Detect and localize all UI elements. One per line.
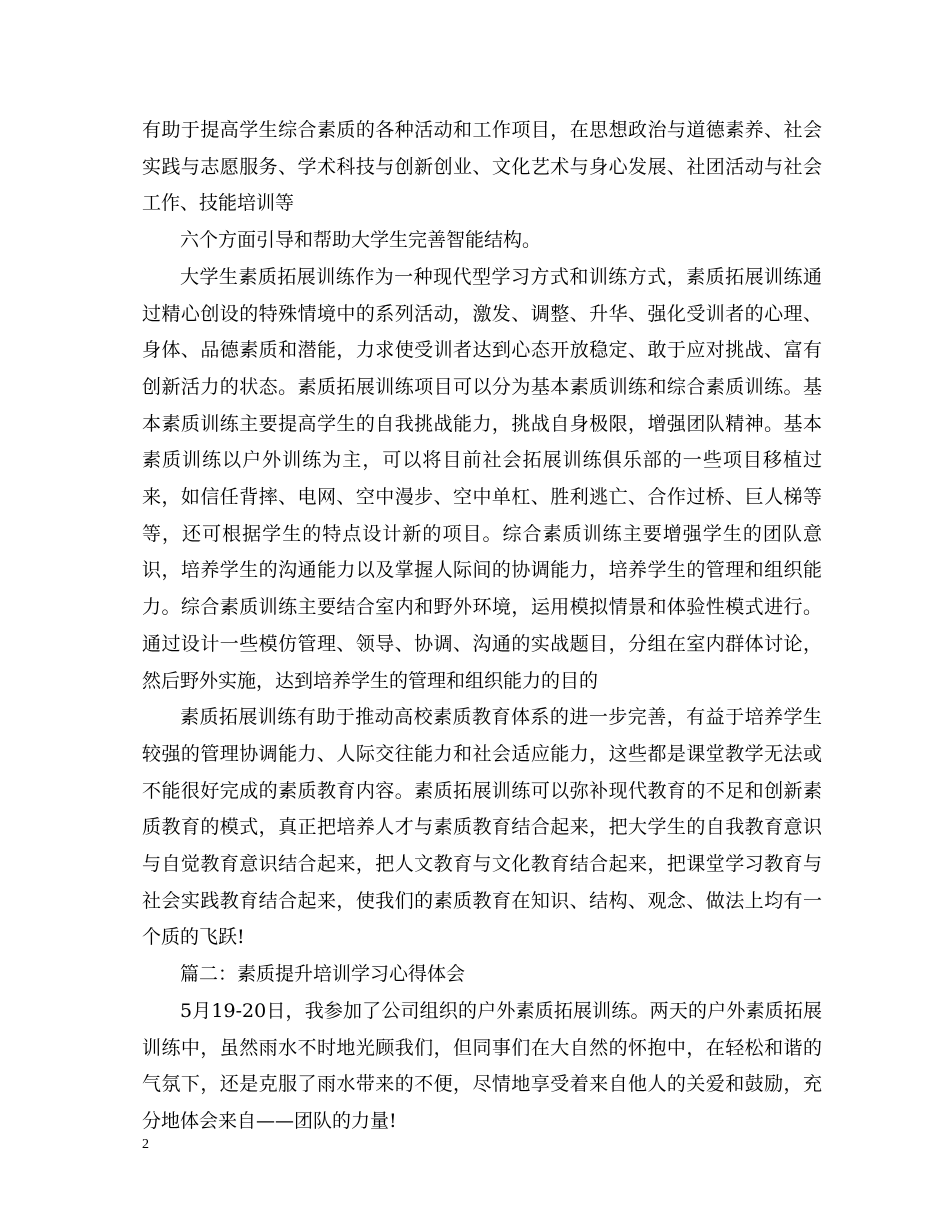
paragraph-4: 素质拓展训练有助于推动高校素质教育体系的进一步完善，有益于培养学生较强的管理协调能力、人际交往能力和社会适应能力，这些都是课堂教学无法或不能很好完成的素质教育内容。素质拓展训练可以弥补现代教育的不足和创新素质教育的模式，真正把培养人才与素质教育结合起来，把大学生的自我教育意识与自觉教育意识结合起来，把人文教育与文化教育结合起来，把课堂学习教育与社会实践教育结合起来，使我们的素质教育在知识、结构、观念、做法上均有一个质的飞跃! [142,706,822,949]
paragraph-1: 有助于提高学生综合素质的各种活动和工作项目，在思想政治与道德素养、社会实践与志愿服务、学术科技与创新创业、文化艺术与身心发展、社团活动与社会工作、技能培训等 [142,119,822,215]
paragraph-5: 5月19-20日，我参加了公司组织的户外素质拓展训练。两天的户外素质拓展训练中，虽然雨水不时地光顾我们，但同事们在大自然的怀抱中，在轻松和谐的气氛下，还是克服了雨水带来的不便，尽情地享受着来自他人的关爱和鼓励，充分地体会来自——团队的力量! [142,999,822,1132]
paragraph-3: 大学生素质拓展训练作为一种现代型学习方式和训练方式，素质拓展训练通过精心创设的特殊情境中的系列活动，激发、调整、升华、强化受训者的心理、身体、品德素质和潜能，力求使受训者达到心态开放稳定、敢于应对挑战、富有创新活力的状态。素质拓展训练项目可以分为基本素质训练和综合素质训练。基本素质训练主要提高学生的自我挑战能力，挑战自身极限，增强团队精神。基本素质训练以户外训练为主，可以将目前社会拓展训练俱乐部的一些项目移植过来，如信任背摔、电网、空中漫步、空中单杠、胜利逃亡、合作过桥、巨人梯等等，还可根据学生的特点设计新的项目。综合素质训练主要增强学生的团队意识，培养学生的沟通能力以及掌握人际间的协调能力，培养学生的管理和组织能力。综合素质训练主要结合室内和野外环境，运用模拟情景和体验性模式进行。通过设计一些模仿管理、领导、协调、沟通的实战题目，分组在室内群体讨论，然后野外实施，达到培养学生的管理和组织能力的目的 [142,265,822,692]
document-body [142,112,822,1140]
paragraph-2: 六个方面引导和帮助大学生完善智能结构。 [180,229,542,252]
page-number: 2 [142,1137,149,1152]
section-heading: 篇二：素质提升培训学习心得体会 [180,963,466,986]
